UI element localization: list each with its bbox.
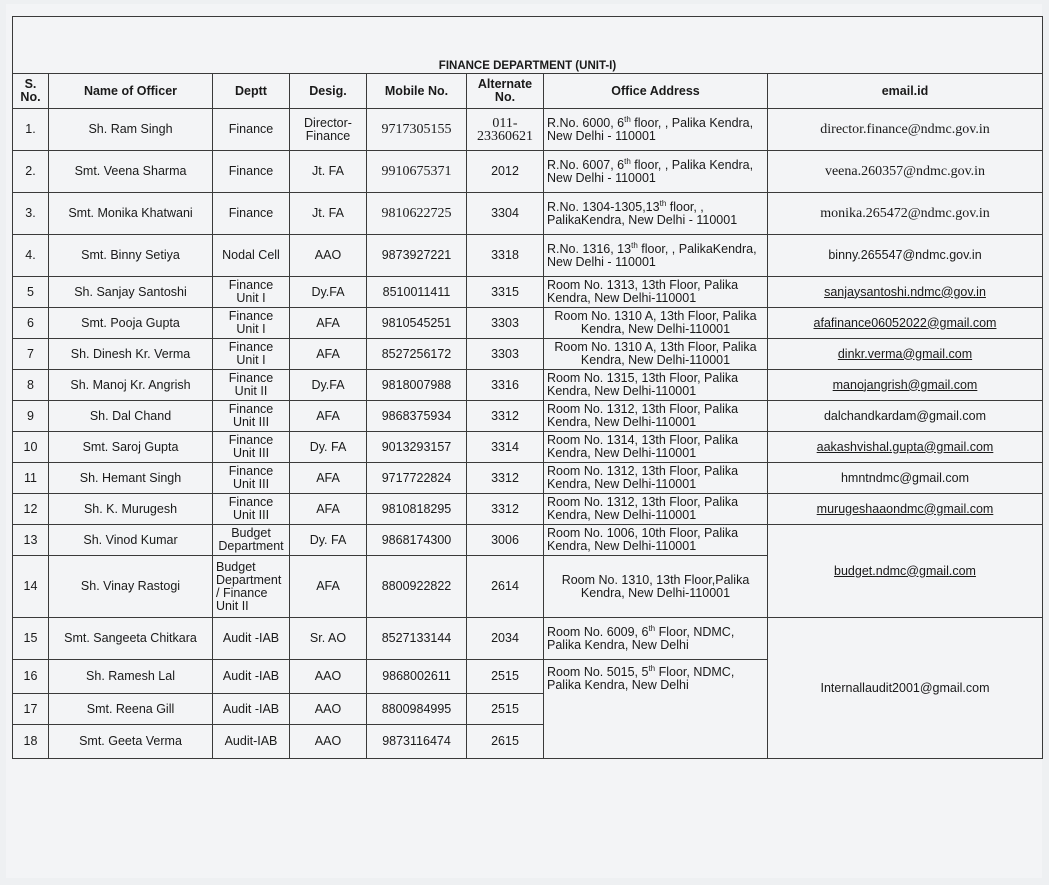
cell-mobile: 9868002611 <box>367 660 467 694</box>
table-row <box>13 109 1043 151</box>
cell-sno: 8 <box>13 370 49 401</box>
cell-address: Room No. 1313, 13th Floor, Palika Kendra, New Delhi-110001 <box>544 277 768 308</box>
cell-email[interactable]: monika.265472@ndmc.gov.in <box>768 193 1043 235</box>
cell-name: Sh. K. Murugesh <box>49 494 213 525</box>
cell-alternate: 3318 <box>467 235 544 277</box>
cell-sno: 14 <box>13 556 49 618</box>
cell-alternate: 3312 <box>467 463 544 494</box>
cell-mobile: 8527256172 <box>367 339 467 370</box>
header-mobile: Mobile No. <box>367 74 467 109</box>
cell-name: Smt. Sangeeta Chitkara <box>49 618 213 660</box>
cell-alternate: 3312 <box>467 494 544 525</box>
cell-deptt: Finance Unit III <box>213 463 290 494</box>
cell-mobile: 9013293157 <box>367 432 467 463</box>
cell-name: Smt. Geeta Verma <box>49 725 213 759</box>
cell-name: Smt. Veena Sharma <box>49 151 213 193</box>
table-row <box>13 339 1043 370</box>
cell-alternate: 3304 <box>467 193 544 235</box>
cell-mobile: 9868174300 <box>367 525 467 556</box>
cell-alternate: 2515 <box>467 660 544 694</box>
cell-desig: Jt. FA <box>290 151 367 193</box>
cell-sno: 3. <box>13 193 49 235</box>
cell-desig: Dy. FA <box>290 525 367 556</box>
cell-name: Smt. Monika Khatwani <box>49 193 213 235</box>
cell-deptt: Finance <box>213 151 290 193</box>
header-address: Office Address <box>544 74 768 109</box>
cell-desig: Director-Finance <box>290 109 367 151</box>
cell-deptt: Finance <box>213 109 290 151</box>
cell-mobile: 9868375934 <box>367 401 467 432</box>
cell-sno: 7 <box>13 339 49 370</box>
cell-name: Smt. Reena Gill <box>49 694 213 725</box>
cell-mobile: 8800922822 <box>367 556 467 618</box>
cell-deptt: Nodal Cell <box>213 235 290 277</box>
cell-address: R.No. 6007, 6th floor, , Palika Kendra, New Delhi - 110001 <box>544 151 768 193</box>
cell-address: R.No. 1316, 13th floor, , PalikaKendra, New Delhi - 110001 <box>544 235 768 277</box>
table-row <box>13 401 1043 432</box>
cell-alternate: 3316 <box>467 370 544 401</box>
cell-desig: AAO <box>290 694 367 725</box>
cell-alternate: 2034 <box>467 618 544 660</box>
cell-desig: AFA <box>290 308 367 339</box>
cell-deptt: Finance <box>213 193 290 235</box>
cell-desig: Dy. FA <box>290 432 367 463</box>
cell-address: Room No. 6009, 6th Floor, NDMC, Palika Kendra, New Delhi <box>544 618 768 660</box>
cell-name: Sh. Hemant Singh <box>49 463 213 494</box>
cell-desig: AFA <box>290 339 367 370</box>
cell-sno: 10 <box>13 432 49 463</box>
cell-deptt: Budget Department <box>213 525 290 556</box>
cell-alternate: 3314 <box>467 432 544 463</box>
cell-deptt: Finance Unit II <box>213 370 290 401</box>
cell-sno: 13 <box>13 525 49 556</box>
cell-alternate: 3303 <box>467 308 544 339</box>
table-row <box>13 151 1043 193</box>
cell-email[interactable]: aakashvishal.gupta@gmail.com <box>768 432 1043 463</box>
table-row <box>13 432 1043 463</box>
cell-sno: 4. <box>13 235 49 277</box>
cell-deptt: Audit -IAB <box>213 660 290 694</box>
table-row <box>13 494 1043 525</box>
cell-mobile: 9818007988 <box>367 370 467 401</box>
cell-email[interactable]: manojangrish@gmail.com <box>768 370 1043 401</box>
cell-sno: 1. <box>13 109 49 151</box>
cell-desig: AFA <box>290 556 367 618</box>
cell-mobile: 9910675371 <box>367 151 467 193</box>
table-row <box>13 525 1043 556</box>
cell-email-audit[interactable]: Internallaudit2001@gmail.com <box>768 618 1043 759</box>
cell-desig: Dy.FA <box>290 370 367 401</box>
table-row <box>13 193 1043 235</box>
cell-alternate: 2515 <box>467 694 544 725</box>
table-row <box>13 308 1043 339</box>
cell-sno: 15 <box>13 618 49 660</box>
cell-sno: 5 <box>13 277 49 308</box>
cell-alternate: 011-23360621 <box>467 109 544 151</box>
cell-mobile: 9873927221 <box>367 235 467 277</box>
cell-email[interactable]: director.finance@ndmc.gov.in <box>768 109 1043 151</box>
cell-desig: AAO <box>290 235 367 277</box>
cell-sno: 12 <box>13 494 49 525</box>
cell-deptt: Finance Unit III <box>213 432 290 463</box>
cell-name: Smt. Saroj Gupta <box>49 432 213 463</box>
header-sno: S. No. <box>13 74 49 109</box>
cell-address: R.No. 1304-1305,13th floor, , PalikaKendra, New Delhi - 110001 <box>544 193 768 235</box>
header-alternate: Alternate No. <box>467 74 544 109</box>
cell-deptt: Audit-IAB <box>213 725 290 759</box>
cell-name: Sh. Dal Chand <box>49 401 213 432</box>
cell-name: Smt. Pooja Gupta <box>49 308 213 339</box>
cell-deptt: Audit -IAB <box>213 694 290 725</box>
cell-mobile: 8510011411 <box>367 277 467 308</box>
officer-directory-table <box>12 16 1043 759</box>
cell-sno: 11 <box>13 463 49 494</box>
cell-desig: AAO <box>290 725 367 759</box>
cell-address: Room No. 1314, 13th Floor, Palika Kendra, New Delhi-110001 <box>544 432 768 463</box>
cell-name: Smt. Binny Setiya <box>49 235 213 277</box>
cell-name: Sh. Vinod Kumar <box>49 525 213 556</box>
cell-deptt: Finance Unit I <box>213 339 290 370</box>
table-row <box>13 618 1043 660</box>
cell-address: Room No. 1310, 13th Floor,Palika Kendra, New Delhi-110001 <box>544 556 768 618</box>
cell-alternate: 3312 <box>467 401 544 432</box>
table-row <box>13 463 1043 494</box>
cell-name: Sh. Ramesh Lal <box>49 660 213 694</box>
cell-name: Sh. Sanjay Santoshi <box>49 277 213 308</box>
cell-desig: AFA <box>290 463 367 494</box>
cell-mobile: 9717305155 <box>367 109 467 151</box>
cell-email[interactable]: sanjaysantoshi.ndmc@gov.in <box>768 277 1043 308</box>
cell-mobile: 9810818295 <box>367 494 467 525</box>
table-row <box>13 235 1043 277</box>
cell-deptt: Finance Unit III <box>213 401 290 432</box>
cell-email[interactable]: dinkr.verma@gmail.com <box>768 339 1043 370</box>
header-desig: Desig. <box>290 74 367 109</box>
cell-email[interactable]: hmntndmc@gmail.com <box>768 463 1043 494</box>
cell-alternate: 2012 <box>467 151 544 193</box>
header-blank-area <box>13 17 1043 58</box>
cell-desig: Jt. FA <box>290 193 367 235</box>
cell-sno: 18 <box>13 725 49 759</box>
cell-alternate: 3315 <box>467 277 544 308</box>
cell-deptt: Finance Unit III <box>213 494 290 525</box>
cell-sno: 16 <box>13 660 49 694</box>
cell-desig: AAO <box>290 660 367 694</box>
cell-mobile: 8800984995 <box>367 694 467 725</box>
cell-email[interactable]: afafinance06052022@gmail.com <box>768 308 1043 339</box>
table-title: FINANCE DEPARTMENT (UNIT-I) <box>13 57 1043 74</box>
header-row <box>13 74 1043 109</box>
cell-address: R.No. 6000, 6th floor, , Palika Kendra, New Delhi - 110001 <box>544 109 768 151</box>
document-page <box>6 4 1042 878</box>
cell-email[interactable]: dalchandkardam@gmail.com <box>768 401 1043 432</box>
cell-email[interactable]: veena.260357@ndmc.gov.in <box>768 151 1043 193</box>
cell-sno: 9 <box>13 401 49 432</box>
cell-mobile: 9810545251 <box>367 308 467 339</box>
cell-address: Room No. 1006, 10th Floor, Palika Kendra, New Delhi-110001 <box>544 525 768 556</box>
cell-mobile: 8527133144 <box>367 618 467 660</box>
cell-email[interactable]: murugeshaaondmc@gmail.com <box>768 494 1043 525</box>
cell-desig: Sr. AO <box>290 618 367 660</box>
cell-mobile: 9873116474 <box>367 725 467 759</box>
cell-name: Sh. Manoj Kr. Angrish <box>49 370 213 401</box>
cell-sno: 6 <box>13 308 49 339</box>
cell-deptt: Audit -IAB <box>213 618 290 660</box>
cell-address: Room No. 1315, 13th Floor, Palika Kendra, New Delhi-110001 <box>544 370 768 401</box>
cell-address: Room No. 1312, 13th Floor, Palika Kendra, New Delhi-110001 <box>544 401 768 432</box>
table-row <box>13 370 1043 401</box>
cell-name: Sh. Ram Singh <box>49 109 213 151</box>
cell-alternate: 3303 <box>467 339 544 370</box>
header-deptt: Deptt <box>213 74 290 109</box>
cell-email-budget[interactable]: budget.ndmc@gmail.com <box>768 525 1043 618</box>
cell-address: Room No. 1312, 13th Floor, Palika Kendra, New Delhi-110001 <box>544 494 768 525</box>
cell-address: Room No. 1312, 13th Floor, Palika Kendra, New Delhi-110001 <box>544 463 768 494</box>
cell-address: Room No. 5015, 5th Floor, NDMC, Palika Kendra, New Delhi <box>544 660 768 759</box>
cell-address: Room No. 1310 A, 13th Floor, Palika Kendra, New Delhi-110001 <box>544 308 768 339</box>
cell-deptt: Finance Unit I <box>213 277 290 308</box>
cell-address: Room No. 1310 A, 13th Floor, Palika Kendra, New Delhi-110001 <box>544 339 768 370</box>
cell-alternate: 3006 <box>467 525 544 556</box>
cell-sno: 2. <box>13 151 49 193</box>
cell-email[interactable]: binny.265547@ndmc.gov.in <box>768 235 1043 277</box>
cell-sno: 17 <box>13 694 49 725</box>
cell-deptt: Finance Unit I <box>213 308 290 339</box>
cell-name: Sh. Vinay Rastogi <box>49 556 213 618</box>
cell-alternate: 2614 <box>467 556 544 618</box>
header-name: Name of Officer <box>49 74 213 109</box>
header-email: email.id <box>768 74 1043 109</box>
cell-mobile: 9717722824 <box>367 463 467 494</box>
cell-name: Sh. Dinesh Kr. Verma <box>49 339 213 370</box>
table-row <box>13 277 1043 308</box>
cell-desig: AFA <box>290 494 367 525</box>
cell-alternate: 2615 <box>467 725 544 759</box>
cell-desig: AFA <box>290 401 367 432</box>
cell-desig: Dy.FA <box>290 277 367 308</box>
cell-mobile: 9810622725 <box>367 193 467 235</box>
cell-deptt: Budget Department / Finance Unit II <box>213 556 290 618</box>
